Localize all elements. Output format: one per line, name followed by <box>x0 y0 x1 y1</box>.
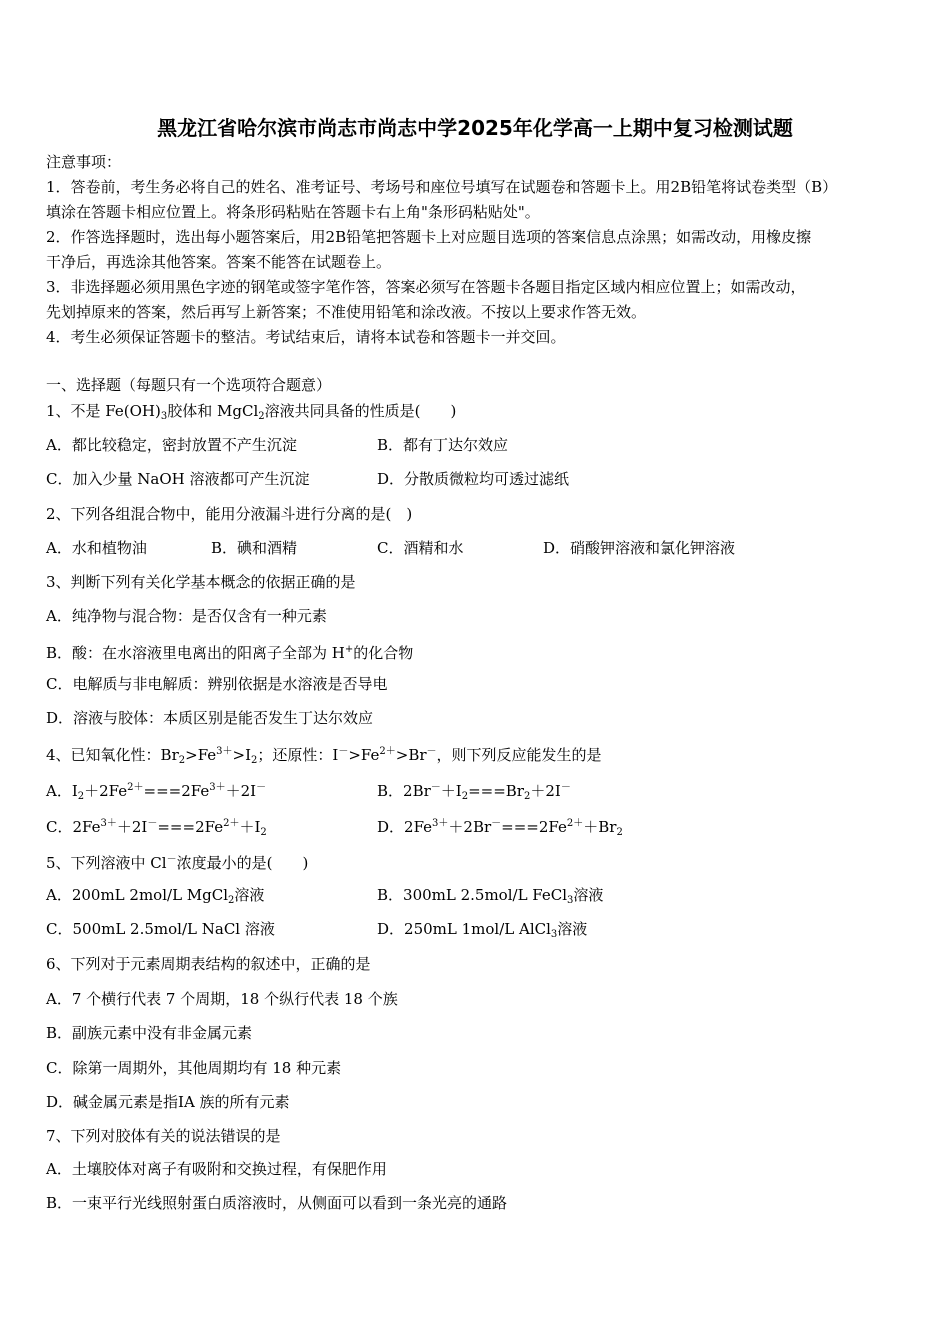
q6-option-b: B．副族元素中没有非金属元素 <box>46 1024 253 1042</box>
q1-option-a: A．都比较稳定，密封放置不产生沉淀 <box>46 436 297 454</box>
notice-heading: 注意事项： <box>46 153 122 171</box>
q3-option-b: B．酸：在水溶液里电离出的阳离子全部为 H+的化合物 <box>46 644 414 662</box>
notice-line-7: 4．考生必须保证答题卡的整洁。考试结束后，请将本试卷和答题卡一并交回。 <box>46 328 566 346</box>
notice-line-4: 干净后，再选涂其他答案。答案不能答在试题卷上。 <box>46 253 392 271</box>
q2-option-d: D．硝酸钾溶液和氯化钾溶液 <box>543 539 736 557</box>
q1-option-c: C．加入少量 NaOH 溶液都可产生沉淀 <box>46 470 310 488</box>
q4-option-a: A．$I_2+2Fe^{2+}===2Fe^{3+}+2I^-$ <box>46 782 267 802</box>
q3-option-c: C．电解质与非电解质：辨别依据是水溶液是否导电 <box>46 675 388 693</box>
question-4-stem: 4、已知氧化性：$Br_2>Fe^{3+}>I_2$；还原性：$I^->Fe^{2+}>Br^-$，则下列反应能发生的是 <box>46 746 602 766</box>
q1-option-d: D．分散质微粒均可透过滤纸 <box>377 470 570 488</box>
question-2-stem: 2、下列各组混合物中，能用分液漏斗进行分离的是( ) <box>46 505 413 523</box>
notice-line-6: 先划掉原来的答案，然后再写上新答案；不准使用铅笔和涂改液。不按以上要求作答无效。 <box>46 303 647 321</box>
q6-option-c: C．除第一周期外，其他周期均有 18 种元素 <box>46 1059 342 1077</box>
q7-option-a: A．土壤胶体对离子有吸附和交换过程，有保肥作用 <box>46 1160 387 1178</box>
q2-option-b: B．碘和酒精 <box>211 539 298 557</box>
q5-option-d: D．250mL 1mol/L AlCl$_3$溶液 <box>377 920 588 940</box>
q4-option-c: C．$2Fe^{3+}+2I^-===2Fe^{2+}+I_2$ <box>46 818 267 838</box>
q5-option-b: B．300mL 2.5mol/L FeCl$_3$溶液 <box>377 886 604 906</box>
q5-option-a: A．200mL 2mol/L MgCl$_2$溶液 <box>46 886 265 906</box>
q3-option-d: D．溶液与胶体：本质区别是能否发生丁达尔效应 <box>46 709 374 727</box>
q2-option-a: A．水和植物油 <box>46 539 147 557</box>
q3-option-a: A．纯净物与混合物：是否仅含有一种元素 <box>46 607 327 625</box>
q4-option-b: B．$2Br^-+I_2===Br_2+2I^-$ <box>377 782 571 802</box>
page-title: 黑龙江省哈尔滨市尚志市尚志中学2025年化学高一上期中复习检测试题 <box>157 116 793 140</box>
q2-option-c: C．酒精和水 <box>377 539 464 557</box>
q6-option-d: D．碱金属元素是指ⅠA 族的所有元素 <box>46 1093 290 1111</box>
q4-option-d: D．$2Fe^{3+}+2Br^-===2Fe^{2+}+Br_2$ <box>377 818 623 838</box>
question-1-stem: 1、不是 $Fe(OH)_3$胶体和 MgCl$_2$溶液共同具备的性质是( ) <box>46 402 457 422</box>
q1-option-b: B．都有丁达尔效应 <box>377 436 509 454</box>
q5-option-c: C．500mL 2.5mol/L NaCl 溶液 <box>46 920 275 938</box>
notice-line-5: 3．非选择题必须用黑色字迹的钢笔或签字笔作答，答案必须写在答题卡各题目指定区域内相应位置上；如需改动， <box>46 278 806 296</box>
question-5-stem: 5、下列溶液中 Cl－浓度最小的是( ) <box>46 854 309 872</box>
notice-line-1: 1．答卷前，考生务必将自己的姓名、准考证号、考场号和座位号填写在试题卷和答题卡上。用2B铅笔将试卷类型（B） <box>46 178 838 196</box>
question-6-stem: 6、下列对于元素周期表结构的叙述中，正确的是 <box>46 955 371 973</box>
section-heading: 一、选择题（每题只有一个选项符合题意） <box>46 376 332 394</box>
notice-line-2: 填涂在答题卡相应位置上。将条形码粘贴在答题卡右上角"条形码粘贴处"。 <box>46 203 540 221</box>
notice-line-3: 2．作答选择题时，选出每小题答案后，用2B铅笔把答题卡上对应题目选项的答案信息点涂黑；如需改动，用橡皮擦 <box>46 228 812 246</box>
question-7-stem: 7、下列对胶体有关的说法错误的是 <box>46 1127 281 1145</box>
q6-option-a: A．7 个横行代表 7 个周期，18 个纵行代表 18 个族 <box>46 990 398 1008</box>
q7-option-b: B．一束平行光线照射蛋白质溶液时，从侧面可以看到一条光亮的通路 <box>46 1194 508 1212</box>
question-3-stem: 3、判断下列有关化学基本概念的依据正确的是 <box>46 573 356 591</box>
